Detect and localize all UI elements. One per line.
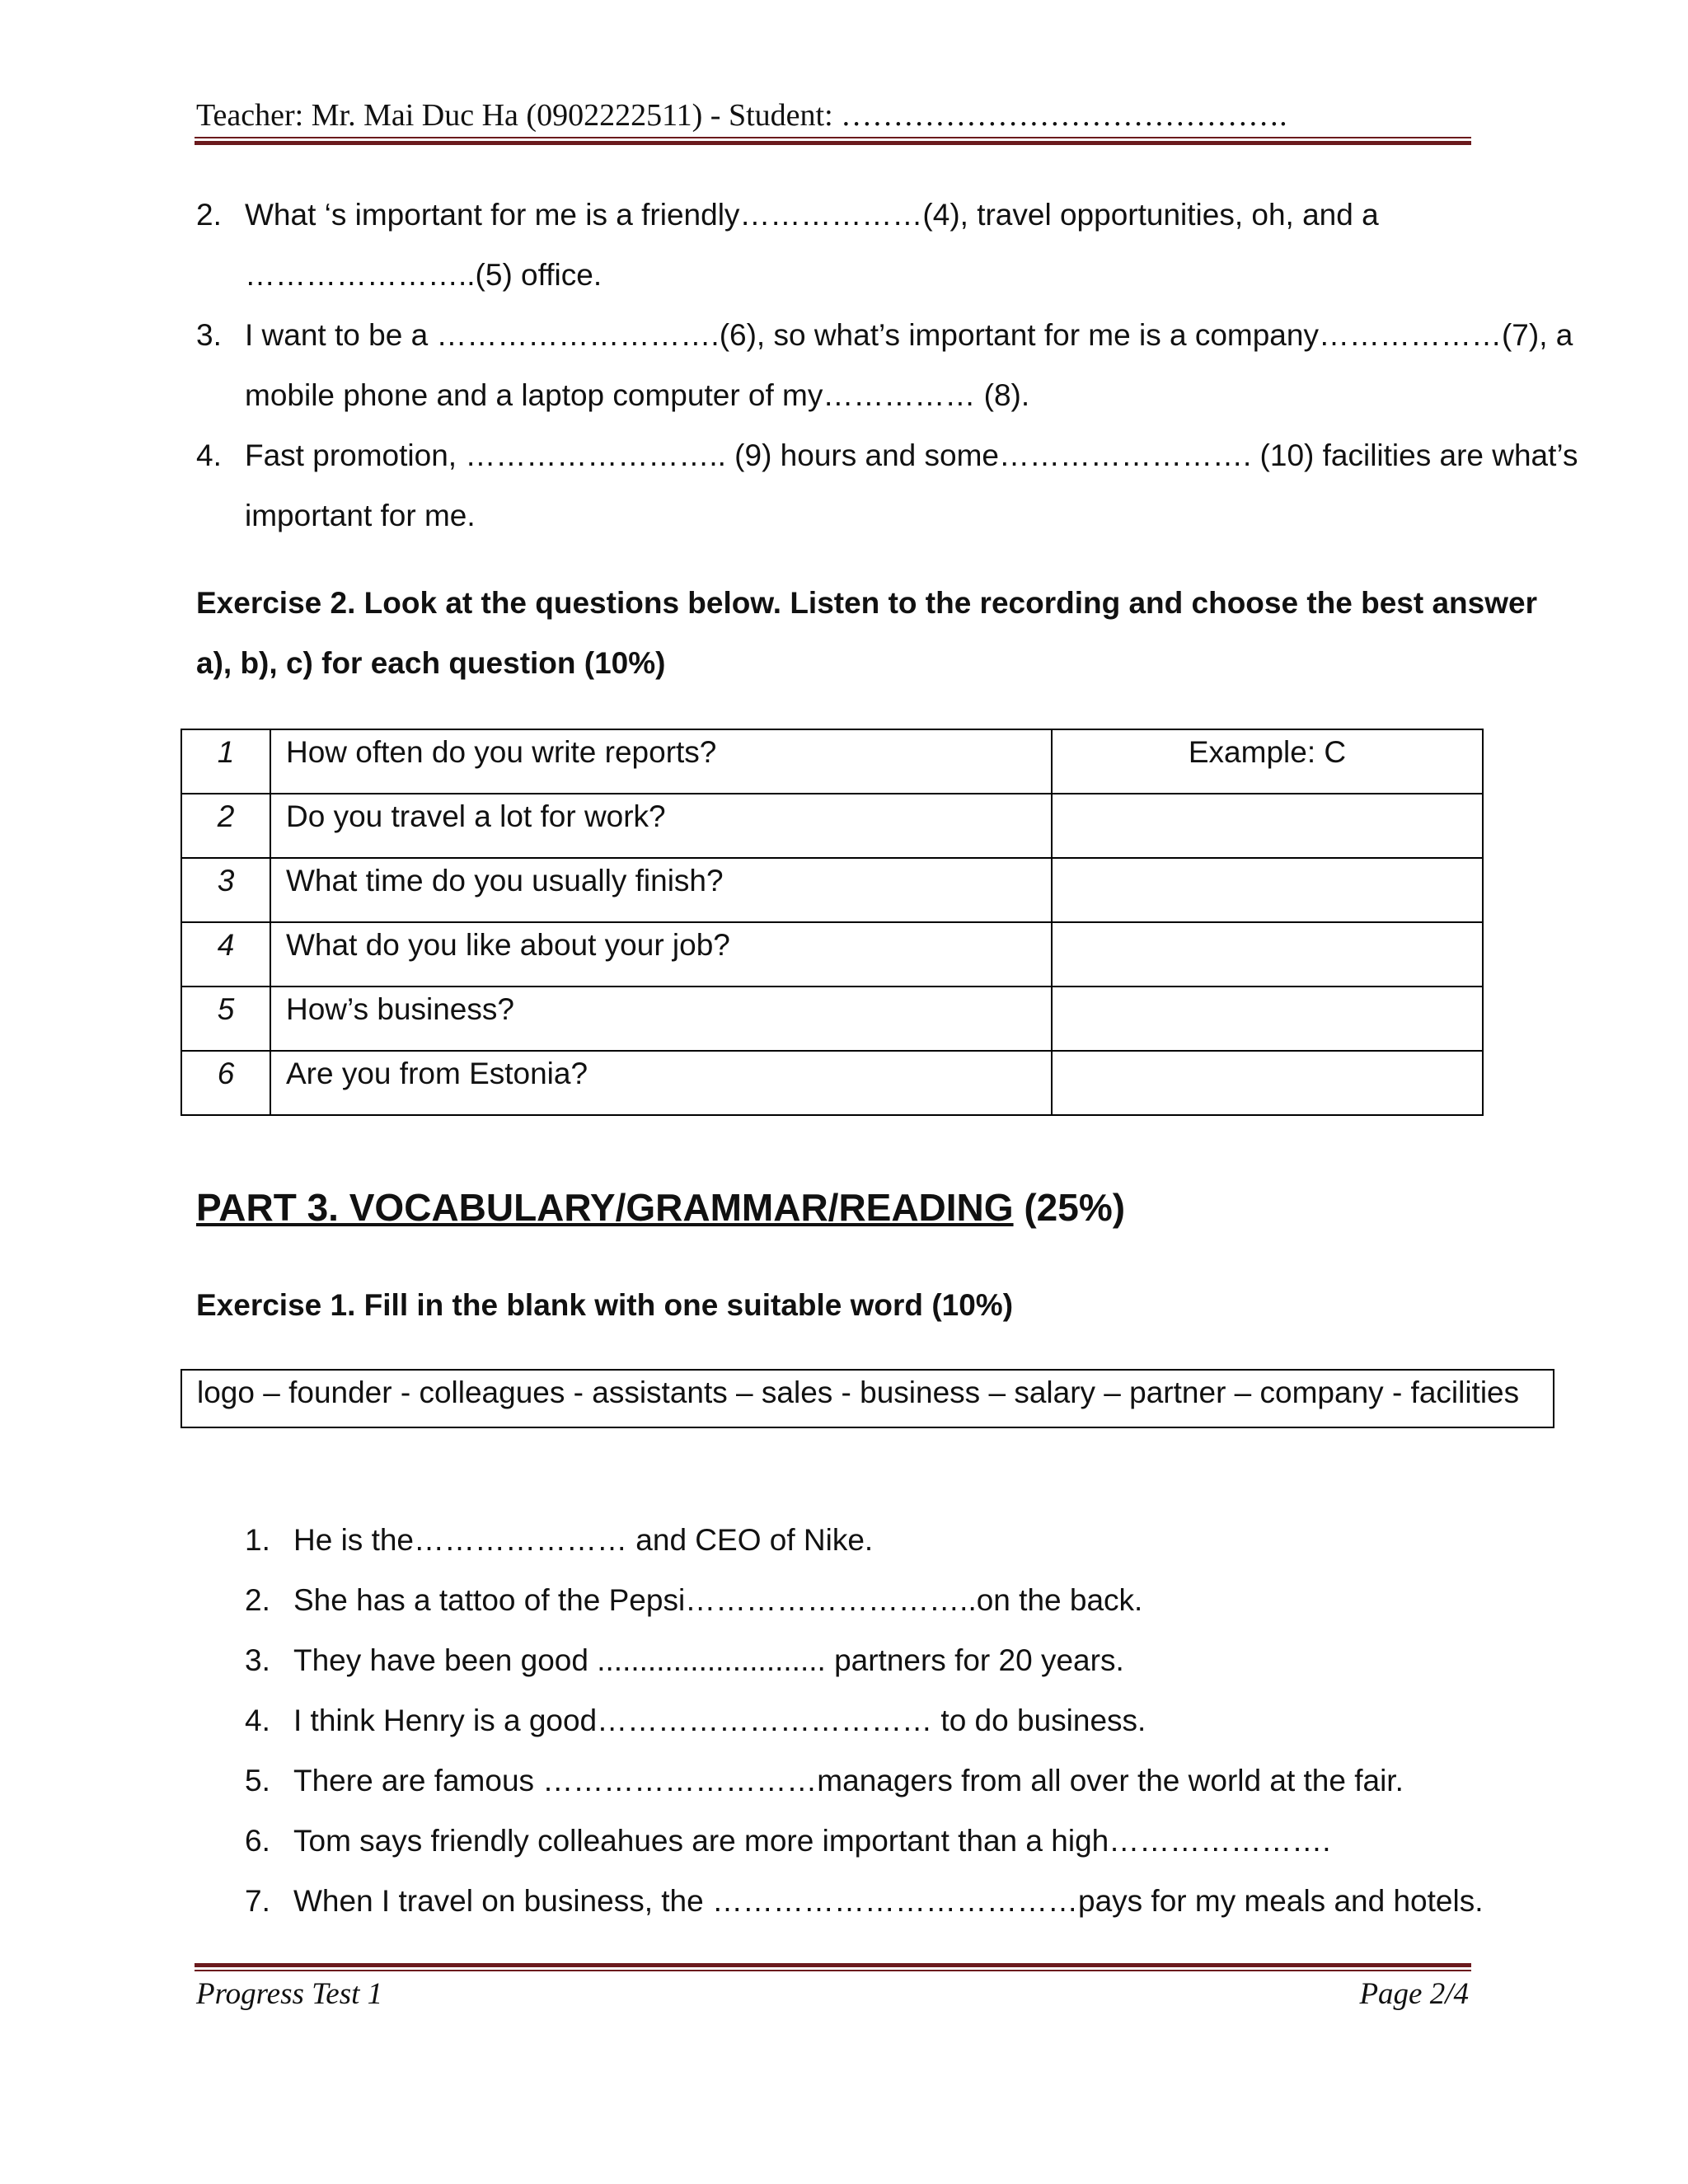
item-number: 2. <box>245 1583 270 1617</box>
answer-cell[interactable]: Example: C <box>1052 729 1483 794</box>
table-row <box>181 858 1483 922</box>
fill-blank-item: When I travel on business, the ………………………………pays for my meals and hotels. <box>293 1884 1484 1918</box>
footer-rule-thick <box>195 1963 1471 1967</box>
word-bank-box: logo – founder - colleagues - assistants – sales - business – salary – partner – company - facilities <box>181 1369 1554 1428</box>
question-number: 4 <box>181 922 270 987</box>
answer-cell[interactable] <box>1052 987 1483 1051</box>
part-3-title: PART 3. VOCABULARY/GRAMMAR/READING <box>196 1186 1014 1229</box>
footer-title: Progress Test 1 <box>196 1977 383 2011</box>
item-number: 4. <box>245 1704 270 1737</box>
item-number: 6. <box>245 1824 270 1858</box>
question-number: 2 <box>181 794 270 858</box>
question-number: 5 <box>181 987 270 1051</box>
exercise-2-title-cont: a), b), c) for each question (10%) <box>196 646 666 680</box>
question-text: How often do you write reports? <box>270 729 1052 794</box>
page-number: Page 2/4 <box>1359 1977 1469 2011</box>
exercise-2-title: Exercise 2. Look at the questions below. Listen to the recording and choose the best answer <box>196 586 1537 620</box>
item-number: 2. <box>196 198 222 232</box>
question-number: 1 <box>181 729 270 794</box>
table-row <box>181 794 1483 858</box>
fill-blank-item: He is the………………… and CEO of Nike. <box>293 1523 874 1557</box>
answer-cell[interactable] <box>1052 794 1483 858</box>
question-table <box>181 729 1484 1116</box>
item-text-cont: important for me. <box>245 499 476 532</box>
answer-cell[interactable] <box>1052 922 1483 987</box>
table-row <box>181 729 1483 794</box>
fill-blank-item: They have been good ........................... partners for 20 years. <box>293 1643 1124 1677</box>
item-number: 3. <box>196 318 222 352</box>
fill-blank-item: She has a tattoo of the Pepsi………………………..on the back. <box>293 1583 1143 1617</box>
item-number: 5. <box>245 1764 270 1797</box>
question-text: Do you travel a lot for work? <box>270 794 1052 858</box>
header-rule-thick <box>195 141 1471 145</box>
table-row <box>181 1051 1483 1115</box>
fill-blank-item: I think Henry is a good…………………………… to do business. <box>293 1704 1146 1737</box>
page-header: Teacher: Mr. Mai Duc Ha (0902222511) - Student: ……………………………………. <box>196 98 1287 133</box>
part-3-exercise-1-title: Exercise 1. Fill in the blank with one suitable word (10%) <box>196 1288 1014 1322</box>
question-number: 3 <box>181 858 270 922</box>
answer-cell[interactable] <box>1052 1051 1483 1115</box>
part-3-percent: (25%) <box>1013 1186 1126 1229</box>
item-text-cont: …………………..(5) office. <box>245 258 603 292</box>
question-text: Are you from Estonia? <box>270 1051 1052 1115</box>
fill-blank-item: Tom says friendly colleahues are more important than a high…………………. <box>293 1824 1331 1858</box>
item-number: 7. <box>245 1884 270 1918</box>
question-text: What time do you usually finish? <box>270 858 1052 922</box>
header-rule-thin <box>195 137 1471 138</box>
answer-cell[interactable] <box>1052 858 1483 922</box>
table-row <box>181 922 1483 987</box>
question-number: 6 <box>181 1051 270 1115</box>
item-text: I want to be a ……………………….(6), so what’s important for me is a company………………(7), a <box>245 318 1573 352</box>
item-text-cont: mobile phone and a laptop computer of my…………… (8). <box>245 378 1030 412</box>
item-text: What ‘s important for me is a friendly………………(4), travel opportunities, oh, and a <box>245 198 1379 232</box>
item-number: 4. <box>196 438 222 472</box>
item-text: Fast promotion, …………………….. (9) hours and some……………………. (10) facilities are what’s <box>245 438 1578 472</box>
fill-blank-item: There are famous ………………………managers from all over the world at the fair. <box>293 1764 1404 1797</box>
part-3-heading <box>196 1185 1125 1230</box>
item-number: 3. <box>245 1643 270 1677</box>
footer-rule-thin <box>195 1970 1471 1971</box>
question-text: What do you like about your job? <box>270 922 1052 987</box>
item-number: 1. <box>245 1523 270 1557</box>
question-text: How’s business? <box>270 987 1052 1051</box>
table-row <box>181 987 1483 1051</box>
